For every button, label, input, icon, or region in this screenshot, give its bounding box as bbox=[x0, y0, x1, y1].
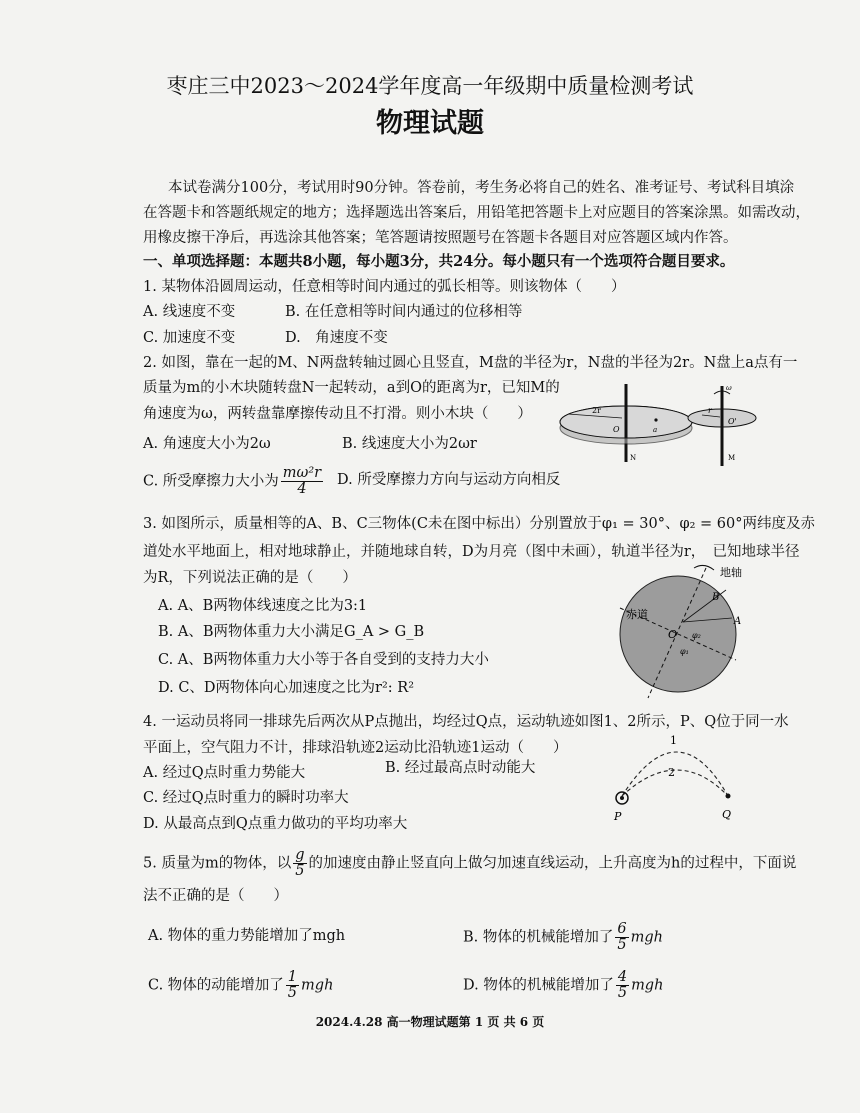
trajectory-diagram bbox=[608, 730, 748, 825]
earth-diagram bbox=[608, 562, 758, 702]
q3-line-2: 道处水平地面上，相对地球静止，并随地球自转，D为月亮（图中未画），轨道半径为r， 已知地球半径 bbox=[143, 544, 800, 560]
section-heading: 一、单项选择题：本题共8小题，每小题3分，共24分。每小题只有一个选项符合题目要求。 bbox=[143, 253, 735, 270]
q4-option-c: C. 经过Q点时重力的瞬时功率大 bbox=[143, 790, 349, 806]
q3-option-a: A. A、B两物体线速度之比为3:1 bbox=[158, 598, 368, 614]
q1-option-d: D. 角速度不变 bbox=[285, 330, 388, 346]
q3-line-3: 为R，下列说法正确的是（ ） bbox=[143, 570, 357, 586]
svg-text:N: N bbox=[630, 454, 637, 462]
q2-c-fraction: $\frac{\text{mω²r}}{4}$ bbox=[282, 465, 322, 497]
intro-line-1: 本试卷满分100分，考试用时90分钟。答卷前，考生务必将自己的姓名、准考证号、考试科目填涂 bbox=[168, 180, 795, 196]
q4-line-2: 平面上，空气阻力不计，排球沿轨迹2运动比沿轨迹1运动（ ） bbox=[143, 740, 568, 756]
q2-line-1: 2. 如图，靠在一起的M、N两盘转轴过圆心且竖直，M盘的半径为r，N盘的半径为2r。N盘上a点有一 bbox=[143, 355, 798, 371]
svg-text:φ₁: φ₁ bbox=[680, 647, 689, 656]
q5-g-fraction: $\frac{g}{5}$ bbox=[295, 847, 305, 879]
q3-line-1: 3. 如图所示，质量相等的A、B、C三物体(C未在图中标出）分别置放于φ₁ = 30°、φ₂ = 60°两纬度及赤 bbox=[143, 516, 815, 532]
q3-option-d: D. C、D两物体向心加速度之比为r²: R² bbox=[158, 680, 415, 696]
svg-text:r: r bbox=[708, 406, 712, 415]
q5-stem: 5. 质量为m的物体，以 $\frac{g}{5}$ 的加速度由静止竖直向上做匀加速直线运动，上升高度为h的过程中，下面说 bbox=[143, 847, 797, 879]
q1-stem: 1. 某物体沿圆周运动，任意相等时间内通过的弧长相等。则该物体（ ） bbox=[143, 279, 626, 295]
q4-option-d: D. 从最高点到Q点重力做功的平均功率大 bbox=[143, 816, 408, 832]
q3-option-b: B. A、B两物体重力大小满足G_A > G_B bbox=[158, 624, 425, 640]
q1-option-a: A. 线速度不变 bbox=[143, 304, 236, 320]
svg-text:Q: Q bbox=[722, 808, 732, 821]
q1-option-c: C. 加速度不变 bbox=[143, 330, 236, 346]
q2-option-b: B. 线速度大小为2ωr bbox=[342, 436, 477, 452]
q4-option-a: A. 经过Q点时重力势能大 bbox=[143, 765, 306, 781]
svg-text:φ₂: φ₂ bbox=[692, 631, 701, 640]
svg-text:2: 2 bbox=[668, 766, 675, 779]
q2-line-3: 角速度为ω，两转盘靠摩擦传动且不打滑。则小木块（ ） bbox=[143, 406, 532, 422]
q2-option-c: C. 所受摩擦力大小为 $\frac{\text{mω²r}}{4}$ bbox=[143, 465, 322, 497]
disk-diagram bbox=[556, 380, 766, 470]
q2-line-2: 质量为m的小木块随转盘N一起转动，a到O的距离为r，已知M的 bbox=[143, 380, 560, 396]
intro-line-3: 用橡皮擦干净后，再选涂其他答案；笔答题请按照题号在答题卡各题目对应答题区域内作答。 bbox=[143, 230, 738, 246]
exam-title: 枣庄三中2023～2024学年度高一年级期中质量检测考试 bbox=[166, 74, 694, 98]
q5-line-2: 法不正确的是（ ） bbox=[143, 888, 288, 904]
subject-title: 物理试题 bbox=[376, 108, 484, 139]
svg-text:2r: 2r bbox=[592, 406, 601, 415]
svg-text:O: O bbox=[668, 628, 678, 641]
svg-text:B: B bbox=[712, 592, 720, 603]
svg-text:地轴: 地轴 bbox=[720, 566, 742, 579]
q4-option-b: B. 经过最高点时动能大 bbox=[385, 760, 536, 776]
svg-text:O: O bbox=[613, 425, 620, 434]
q5-option-a: A. 物体的重力势能增加了mgh bbox=[148, 928, 346, 944]
q5-option-c: C. 物体的动能增加了 $\frac{1}{5}$ mgh bbox=[148, 969, 334, 1001]
q3-option-c: C. A、B两物体重力大小等于各自受到的支持力大小 bbox=[158, 652, 489, 668]
page-footer: 2024.4.28 高一物理试题第 1 页 共 6 页 bbox=[315, 1015, 545, 1029]
q2-option-a: A. 角速度大小为2ω bbox=[143, 436, 271, 452]
svg-text:ω: ω bbox=[726, 384, 732, 392]
q2-option-d: D. 所受摩擦力方向与运动方向相反 bbox=[337, 472, 561, 488]
svg-text:A: A bbox=[734, 616, 742, 627]
q4-line-1: 4. 一运动员将同一排球先后两次从P点抛出，均经过Q点，运动轨迹如图1、2所示，P、Q位于同一水 bbox=[143, 714, 789, 730]
intro-line-2: 在答题卡和答题纸规定的地方；选择题选出答案后，用铅笔把答题卡上对应题目的答案涂黑。如需改动， bbox=[143, 205, 810, 221]
q5-option-d: D. 物体的机械能增加了 $\frac{4}{5}$ mgh bbox=[463, 969, 664, 1001]
q5-option-b: B. 物体的机械能增加了 $\frac{6}{5}$ mgh bbox=[463, 921, 663, 953]
svg-text:1: 1 bbox=[670, 734, 677, 747]
svg-text:O': O' bbox=[728, 417, 737, 426]
svg-text:P: P bbox=[614, 810, 622, 823]
svg-text:M: M bbox=[728, 454, 736, 462]
svg-text:a: a bbox=[653, 426, 658, 434]
q1-option-b: B. 在任意相等时间内通过的位移相等 bbox=[285, 304, 523, 320]
svg-text:赤道: 赤道 bbox=[626, 608, 648, 621]
